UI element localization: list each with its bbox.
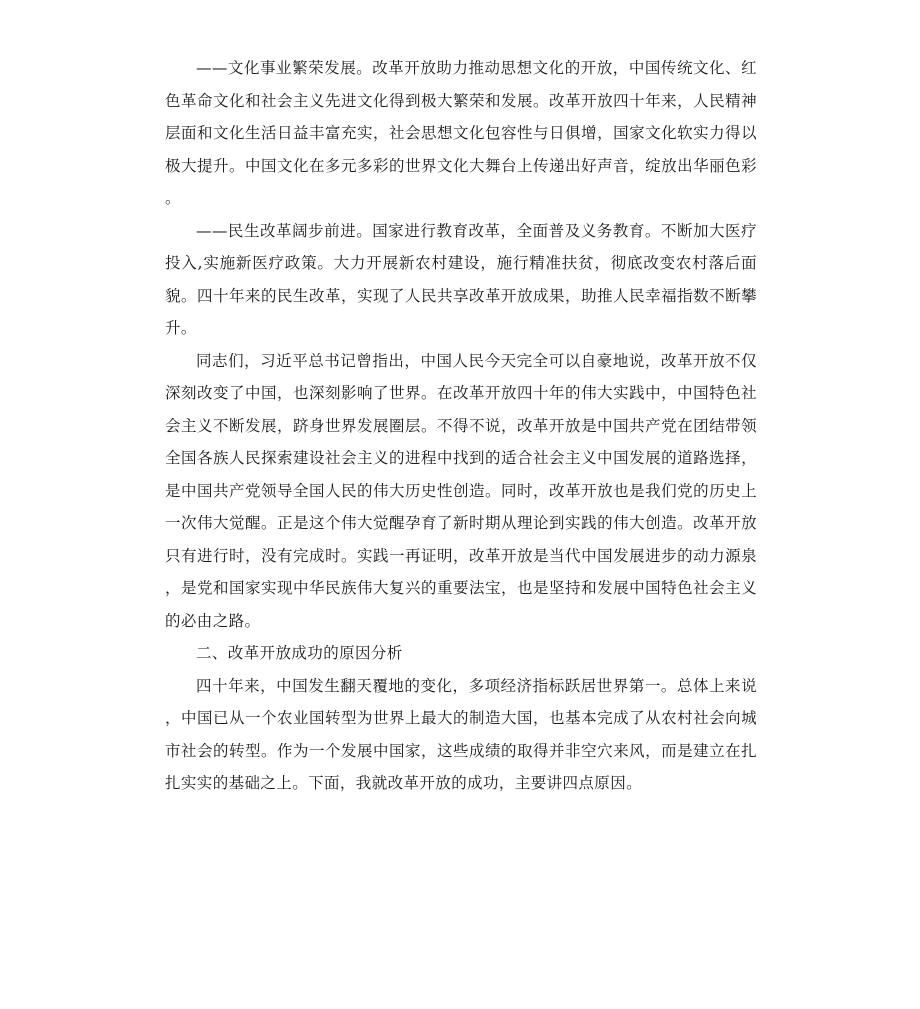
paragraph-livelihood: ——民生改革阔步前进。国家进行教育改革，全面普及义务教育。不断加大医疗投入,实施新医疗政策。大力开展新农村建设，施行精准扶贫，彻底改变农村落后面貌。四十年来的民生改革，实现了人民共享改革开放成果，助推人民幸福指数不断攀升。 bbox=[165, 221, 757, 337]
document-body bbox=[165, 52, 757, 800]
section-heading: 二、改革开放成功的原因分析 bbox=[196, 644, 403, 662]
paragraph-culture: ——文化事业繁荣发展。改革开放助力推动思想文化的开放，中国传统文化、红色革命文化和社会主义先进文化得到极大繁荣和发展。改革开放四十年来，人民精神层面和文化生活日益丰富充实，社会思想文化包容性与日俱增，国家文化软实力得以极大提升。中国文化在多元多彩的世界文化大舞台上传递出好声音，绽放出华丽色彩。 bbox=[165, 59, 757, 207]
paragraph-forty-years: 四十年来，中国发生翻天覆地的变化，多项经济指标跃居世界第一。总体上来说，中国已从一个农业国转型为世界上最大的制造大国，也基本完成了从农村社会向城市社会的转型。作为一个发展中国家，这些成绩的取得并非空穴来风，而是建立在扎扎实实的基础之上。下面，我就改革开放的成功，主要讲四点原因。 bbox=[165, 676, 757, 792]
paragraph-comrades: 同志们，习近平总书记曾指出，中国人民今天完全可以自豪地说，改革开放不仅深刻改变了中国，也深刻影响了世界。在改革开放四十年的伟大实践中，中国特色社会主义不断发展，跻身世界发展圈层。不得不说，改革开放是中国共产党在团结带领全国各族人民探索建设社会主义的进程中找到的适合社会主义中国发展的道路选择，是中国共产党领导全国人民的伟大历史性创造。同时，改革开放也是我们党的历史上一次伟大觉醒。正是这个伟大觉醒孕育了新时期从理论到实践的伟大创造。改革开放只有进行时，没有完成时。实践一再证明，改革开放是当代中国发展进步的动力源泉，是党和国家实现中华民族伟大复兴的重要法宝，也是坚持和发展中国特色社会主义的必由之路。 bbox=[165, 351, 757, 630]
